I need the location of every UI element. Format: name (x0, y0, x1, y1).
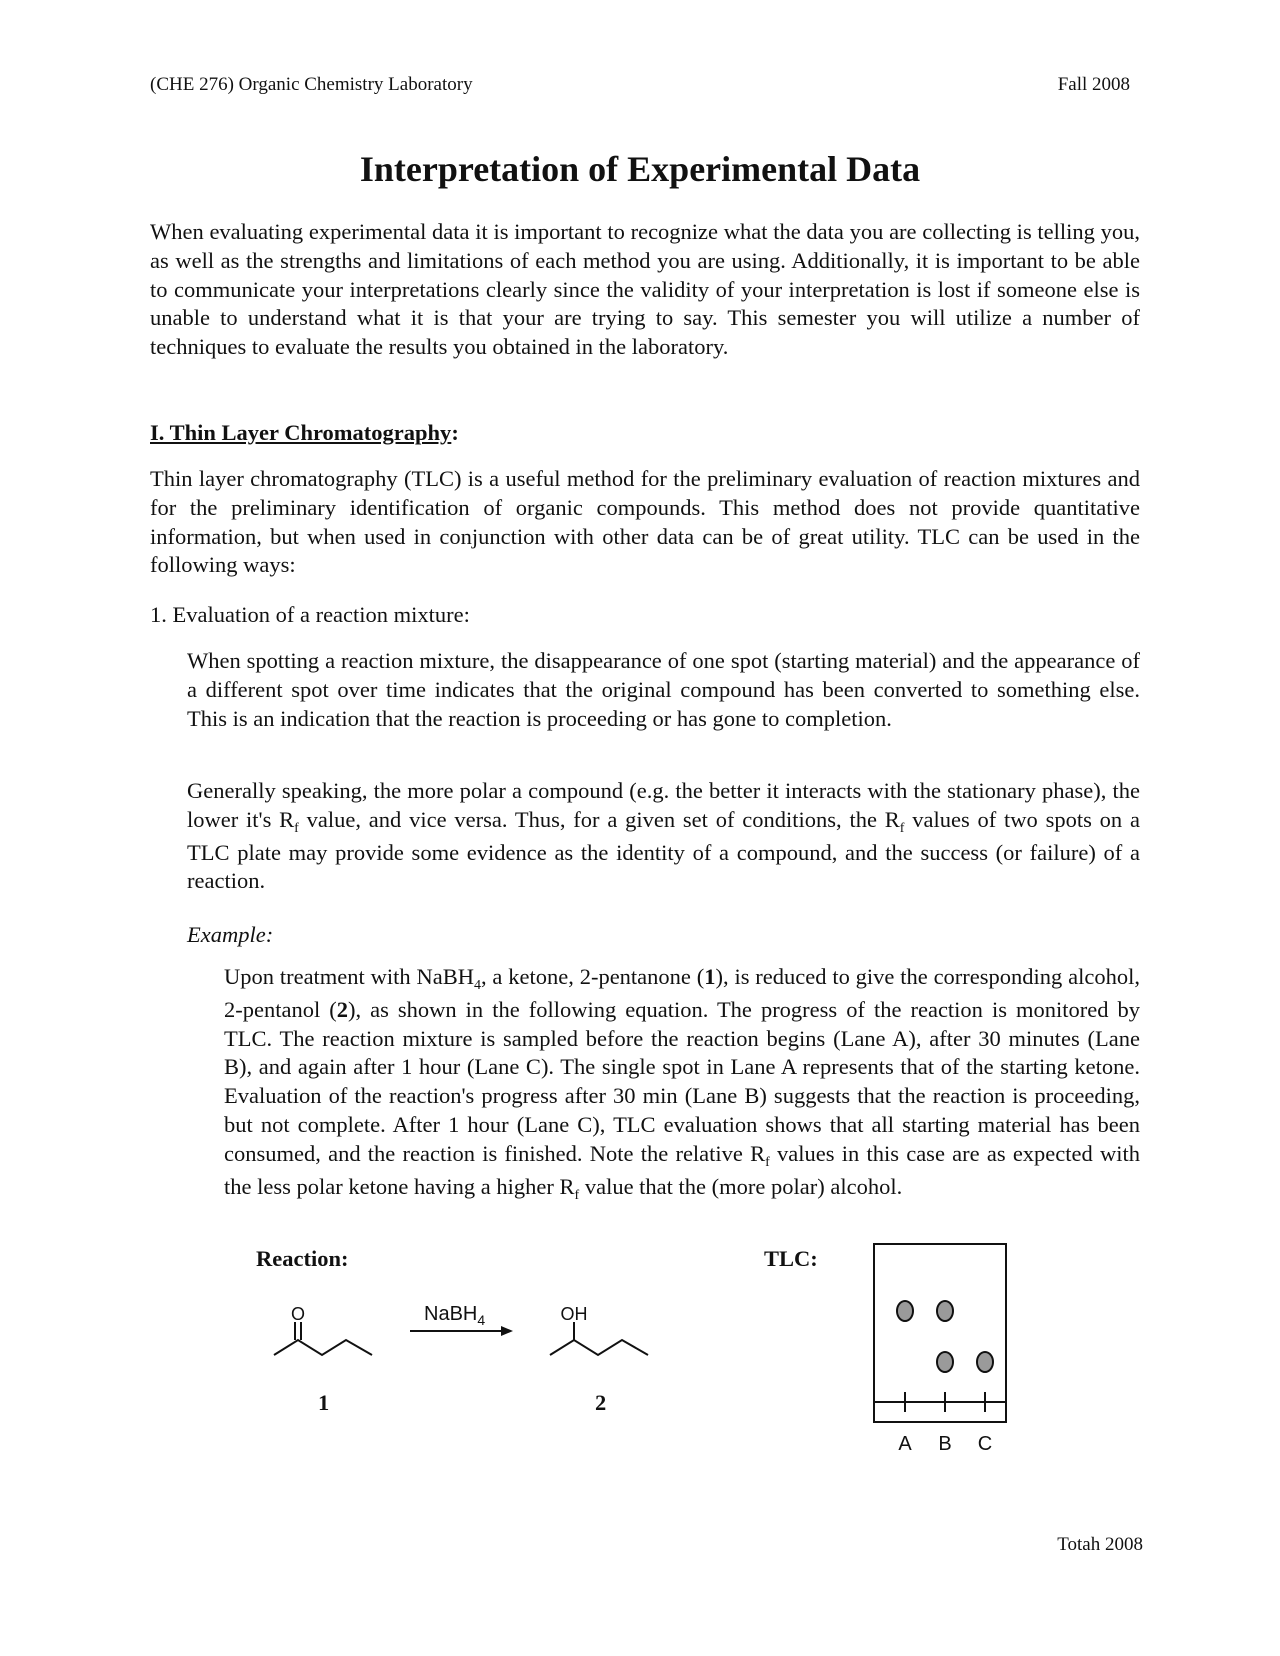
tlc-plate (874, 1244, 1006, 1422)
tlc-label: TLC: (764, 1246, 818, 1271)
rf-subscript: f (294, 820, 299, 836)
example-text-e: values in this case are as expected with the less polar ketone having a higher R (224, 1140, 1140, 1199)
lane-label-c: C (977, 1433, 993, 1455)
lane-label-b: B (938, 1433, 952, 1455)
tlc-spot-lane-b-upper (937, 1301, 953, 1321)
polarity-text-b: value, and vice versa. Thus, for a given set of conditions, the R (298, 806, 900, 832)
nabh4-subscript: 4 (473, 978, 481, 993)
example-label: Example: (187, 922, 274, 947)
alcohol-structure (550, 1322, 648, 1355)
compound-number-1: 1 (318, 1390, 330, 1415)
reaction-mixture-paragraph: When spotting a reaction mixture, the disappearance of one spot (starting material) and the appearance of a different spot over time indicates that the original compound has been converted to something else. This is an indication that the reaction is proceeding or has gone to completion. (187, 648, 1140, 731)
example-text-a: Upon treatment with NaBH (224, 964, 474, 989)
compound-ref-1: 1 (704, 964, 716, 989)
reaction-label: Reaction: (256, 1246, 349, 1271)
rf-subscript: f (899, 820, 905, 836)
reagent-subscript: 4 (477, 1312, 486, 1328)
hydroxyl-label: OH (560, 1304, 588, 1324)
example-text-c: ), is reduced to give the corresponding alcohol, 2-pentanol ( (224, 964, 1140, 1022)
tlc-spot-lane-b-lower (937, 1352, 953, 1372)
tlc-spot-lane-a-upper (897, 1301, 913, 1321)
lane-label-a: A (898, 1433, 912, 1455)
tlc-intro-paragraph: Thin layer chromatography (TLC) is a useful method for the preliminary evaluation of reaction mixtures and for the preliminary identification of organic compounds. This method does not provide quantitative information, but when used in conjunction with other data can be of great utility. TLC can be used in the following ways: (150, 466, 1140, 578)
section-heading-text: I. Thin Layer Chromatography (150, 420, 452, 445)
reagent-text: NaBH (424, 1303, 478, 1325)
intro-paragraph: When evaluating experimental data it is important to recognize what the data you are collecting is telling you, as well as the strengths and limitations of each method you are using. Additionally, it is important to be able to communicate your interpretations clearly since the validity of your interpretation is lost if someone else is unable to understand what it is that your are trying to say. This semester you will utilize a number of techniques to evaluate the results you obtained in the laboratory. (150, 219, 1140, 360)
rf-subscript: f (765, 1154, 770, 1170)
carbonyl-oxygen-label: O (290, 1304, 306, 1324)
polarity-text-c: values of two spots on a TLC plate may provide some evidence as the identity of a compound, and the success (or failure) of a reaction. (187, 806, 1140, 894)
reagent-label (424, 1303, 485, 1328)
section-heading-colon: : (451, 420, 459, 445)
compound-ref-2: 2 (336, 996, 348, 1022)
ketone-structure (274, 1322, 372, 1355)
reaction-arrow (410, 1326, 513, 1336)
list-item-label: 1. Evaluation of a reaction mixture: (150, 602, 470, 627)
polarity-text-a: Generally speaking, the more polar a compound (e.g. the better it interacts with the stationary phase), the lower it's R (187, 778, 1140, 832)
example-text-f: value that the (more polar) alcohol. (579, 1173, 903, 1199)
rf-subscript: f (574, 1187, 580, 1203)
tlc-plate-outline (874, 1244, 1006, 1422)
compound-number-2: 2 (595, 1390, 607, 1415)
page-footer: Totah 2008 (1057, 1534, 1143, 1555)
course-header: (CHE 276) Organic Chemistry Laboratory (150, 74, 473, 95)
page-title: Interpretation of Experimental Data (359, 149, 921, 189)
tlc-spot-lane-c-lower (977, 1352, 993, 1372)
example-text-d: ), as shown in the following equation. The progress of the reaction is monitored by TLC. The reaction mixture is sampled before the reaction begins (Lane A), after 30 minutes (Lane B), and again after 1 hour (Lane C). The single spot in Lane A represents that of the starting ketone. Evaluation of the reaction's progress after 30 min (Lane B) suggests that the reaction is proceeding, but not complete. After 1 hour (Lane C), TLC evaluation shows that all starting material has been consumed, and the reaction is finished. Note the relative R (224, 996, 1140, 1166)
term-header: Fall 2008 (1057, 74, 1130, 95)
example-text-b: , a ketone, 2-pentanone ( (480, 964, 705, 989)
